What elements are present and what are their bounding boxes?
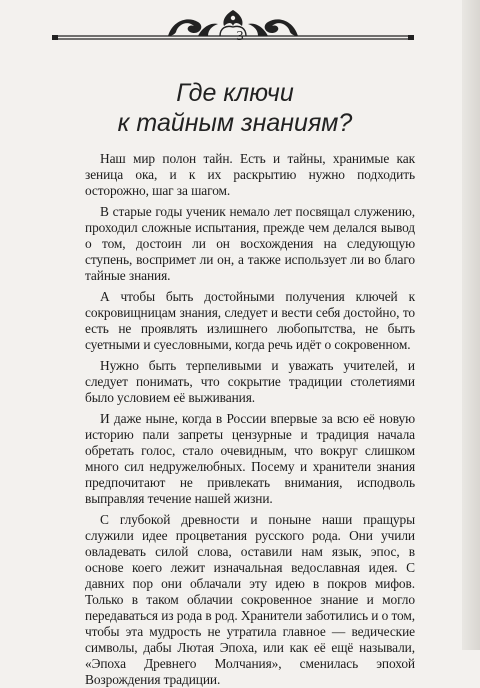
paragraph: Наш мир полон тайн. Есть и тайны, хранимые как зеница ока, и к их раскрытию нужно подходить осторожно, шаг за шагом.: [85, 151, 415, 198]
paragraph: В старые годы ученик немало лет посвящал служению, проходил сложные испытания, прежде чем делался вывод о том, достоин ли он восхождения на следующую ступень, воспримет ли он, а также использует ли во благо тайные знания.: [85, 204, 415, 283]
chapter-title-line-2: к тайным знаниям?: [117, 109, 353, 137]
paragraph: С глубокой древности и поныне наши пращуры служили идее процветания русского рода. Они учили овладевать силой слова, оставили нам язык, эпос, в основе коего лежит изначальная ведославная идея. С давних пор они облачали эту идею в покров мифов. Только в таком облачии сокровенное знание и могло передаваться из рода в род. Хранители заботились и о том, чтобы эта мудрость не утратила главное — ведические символы, дабы Лютая Эпоха, или как её ещё называли, «Эпоха Древнего Молчания», сменилась эпохой Возрождения традиции.: [85, 512, 415, 687]
chapter-title: [60, 78, 410, 138]
paragraph: Нужно быть терпеливыми и уважать учителей, и следует понимать, что сокрытие традиции столетиями было условием её выживания.: [85, 358, 415, 405]
page-number: 3: [236, 29, 244, 44]
chapter-title-line-1: Где ключи: [176, 79, 294, 107]
body-text: [85, 151, 415, 688]
paragraph: А чтобы быть достойными получения ключей к сокровищницам знания, следует и вести себя достойно, то есть не проявлять излишнего любопытства, не быть суетными и суесловными, когда речь идёт о сокровенном.: [85, 289, 415, 352]
paragraph: И даже ныне, когда в России впервые за всю её новую историю пали запреты цензурные и традиция начала обретать голос, стало очевидным, что вокруг слишком много сил недружелюбных. Посему и хранители знания предпочитают не привлекать внимания, исподволь выправляя течение нашей жизни.: [85, 411, 415, 506]
page-spine: [462, 0, 480, 650]
